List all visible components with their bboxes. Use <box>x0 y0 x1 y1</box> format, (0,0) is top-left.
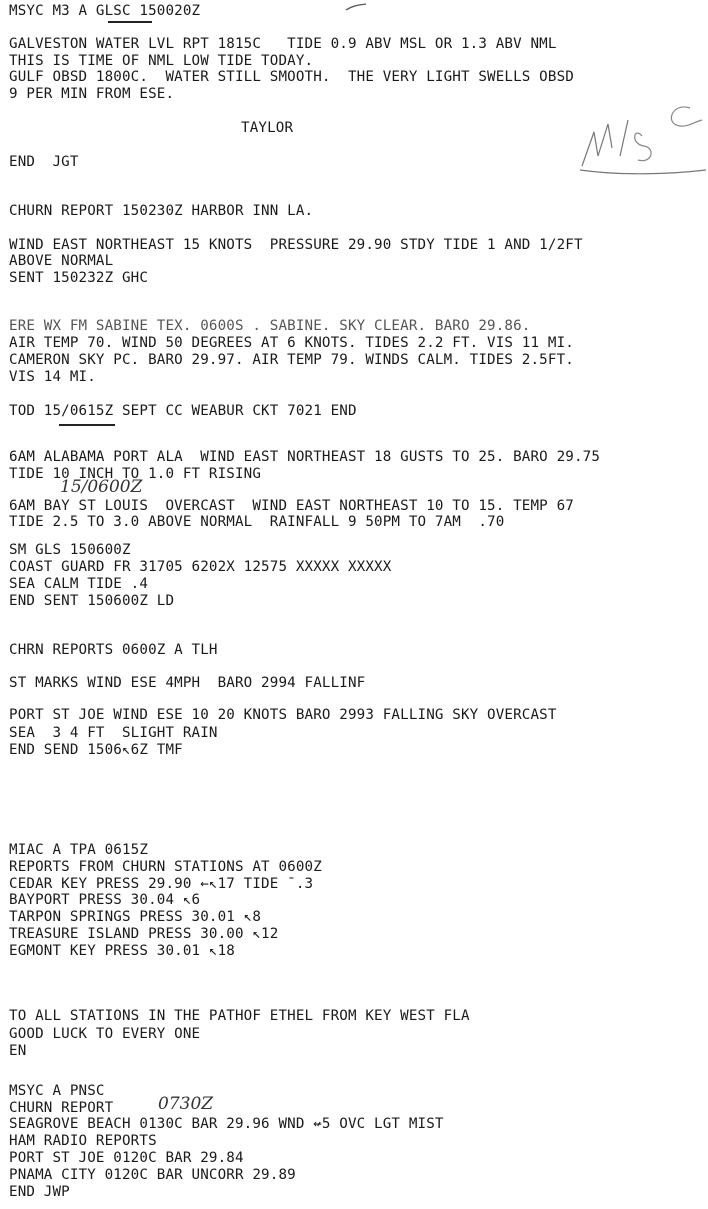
signature-taylor: TAYLOR <box>241 120 294 136</box>
miac-line-1: MIAC A TPA 0615Z <box>9 842 149 858</box>
harbor-inn-line-3: SENT 150232Z GHC <box>9 270 149 286</box>
ethel-line-3: EN <box>9 1043 27 1059</box>
galveston-line-2: THIS IS TIME OF NML LOW TIDE TODAY. <box>9 53 314 69</box>
harbor-inn-line-2: ABOVE NORMAL <box>9 253 114 269</box>
miac-line-5: TARPON SPRINGS PRESS 30.01 ↖8 <box>9 909 262 925</box>
coast-guard-line-2: COAST GUARD FR 31705 6202X 12575 XXXXX XXXXX <box>9 559 392 575</box>
churn-report-harbor-inn: CHURN REPORT 150230Z HARBOR INN LA. <box>9 203 314 219</box>
sabine-line-2: AIR TEMP 70. WIND 50 DEGREES AT 6 KNOTS. TIDES 2.2 FT. VIS 11 MI. <box>9 335 574 351</box>
coast-guard-line-3: SEA CALM TIDE .4 <box>9 576 149 592</box>
miac-line-4: BAYPORT PRESS 30.04 ↖6 <box>9 892 201 908</box>
ethel-line-1: TO ALL STATIONS IN THE PATHOF ETHEL FROM KEY WEST FLA <box>9 1008 470 1024</box>
bay-st-louis-line-1: 6AM BAY ST LOUIS OVERCAST WIND EAST NORTHEAST 10 TO 15. TEMP 67 <box>9 498 574 514</box>
pnsc-line-3: SEAGROVE BEACH 0130C BAR 29.96 WND ↚5 OVC LGT MIST <box>9 1116 444 1132</box>
tod-line: TOD 15/0615Z SEPT CC WEABUR CKT 7021 END <box>9 403 357 419</box>
handwritten-initials-scribble <box>572 96 708 178</box>
bay-st-louis-line-2: TIDE 2.5 TO 3.0 ABOVE NORMAL RAINFALL 9 50PM TO 7AM .70 <box>9 514 505 530</box>
alabama-port-line-1: 6AM ALABAMA PORT ALA WIND EAST NORTHEAST 18 GUSTS TO 25. BARO 29.75 <box>9 449 601 465</box>
handwritten-received-time: 15/0600Z <box>60 477 143 497</box>
port-st-joe-line-3: END SEND 1506↖6Z TMF <box>9 742 183 758</box>
port-st-joe-line-2: SEA 3 4 FT SLIGHT RAIN <box>9 725 218 741</box>
miac-line-7: EGMONT KEY PRESS 30.01 ↖18 <box>9 943 235 959</box>
underline-glsc <box>108 21 152 23</box>
miac-line-3: CEDAR KEY PRESS 29.90 ←↖17 TIDE ¯.3 <box>9 876 314 892</box>
alabama-port-line-2: TIDE 10 INCH TO 1.0 FT RISING <box>9 466 262 482</box>
galveston-line-4: 9 PER MIN FROM ESE. <box>9 86 175 102</box>
end-jgt-line: END JGT <box>9 154 79 170</box>
pnsc-line-1: MSYC A PNSC <box>9 1083 105 1099</box>
miac-line-2: REPORTS FROM CHURN STATIONS AT 0600Z <box>9 859 322 875</box>
coast-guard-line-1: SM GLS 150600Z <box>9 542 131 558</box>
underline-0615z <box>59 424 115 426</box>
harbor-inn-line-1: WIND EAST NORTHEAST 15 KNOTS PRESSURE 29.90 STDY TIDE 1 AND 1/2FT <box>9 237 583 253</box>
pnsc-line-7: END JWP <box>9 1184 70 1200</box>
chrn-reports-tlh: CHRN REPORTS 0600Z A TLH <box>9 642 218 658</box>
st-marks-line: ST MARKS WIND ESE 4MPH BARO 2994 FALLINF <box>9 675 366 691</box>
pnsc-line-2: CHURN REPORT <box>9 1100 114 1116</box>
ethel-line-2: GOOD LUCK TO EVERY ONE <box>9 1026 201 1042</box>
sabine-line-3: CAMERON SKY PC. BARO 29.97. AIR TEMP 79. WINDS CALM. TIDES 2.5FT. <box>9 352 574 368</box>
port-st-joe-line-1: PORT ST JOE WIND ESE 10 20 KNOTS BARO 2993 FALLING SKY OVERCAST <box>9 707 557 723</box>
miac-line-6: TREASURE ISLAND PRESS 30.00 ↖12 <box>9 926 279 942</box>
coast-guard-line-4: END SENT 150600Z LD <box>9 593 175 609</box>
pnsc-line-5: PORT ST JOE 0120C BAR 29.84 <box>9 1150 244 1166</box>
handwritten-churn-time: 0730Z <box>158 1094 214 1114</box>
galveston-line-1: GALVESTON WATER LVL RPT 1815C TIDE 0.9 ABV MSL OR 1.3 ABV NML <box>9 36 557 52</box>
header-line: MSYC M3 A GLSC 150020Z <box>9 3 201 19</box>
pen-tick-mark <box>344 2 368 12</box>
sabine-line-4: VIS 14 MI. <box>9 369 96 385</box>
sabine-line-1: ERE WX FM SABINE TEX. 0600S . SABINE. SKY CLEAR. BARO 29.86. <box>9 318 531 334</box>
pnsc-line-6: PNAMA CITY 0120C BAR UNCORR 29.89 <box>9 1167 296 1183</box>
galveston-line-3: GULF OBSD 1800C. WATER STILL SMOOTH. THE VERY LIGHT SWELLS OBSD <box>9 69 574 85</box>
pnsc-line-4: HAM RADIO REPORTS <box>9 1133 157 1149</box>
